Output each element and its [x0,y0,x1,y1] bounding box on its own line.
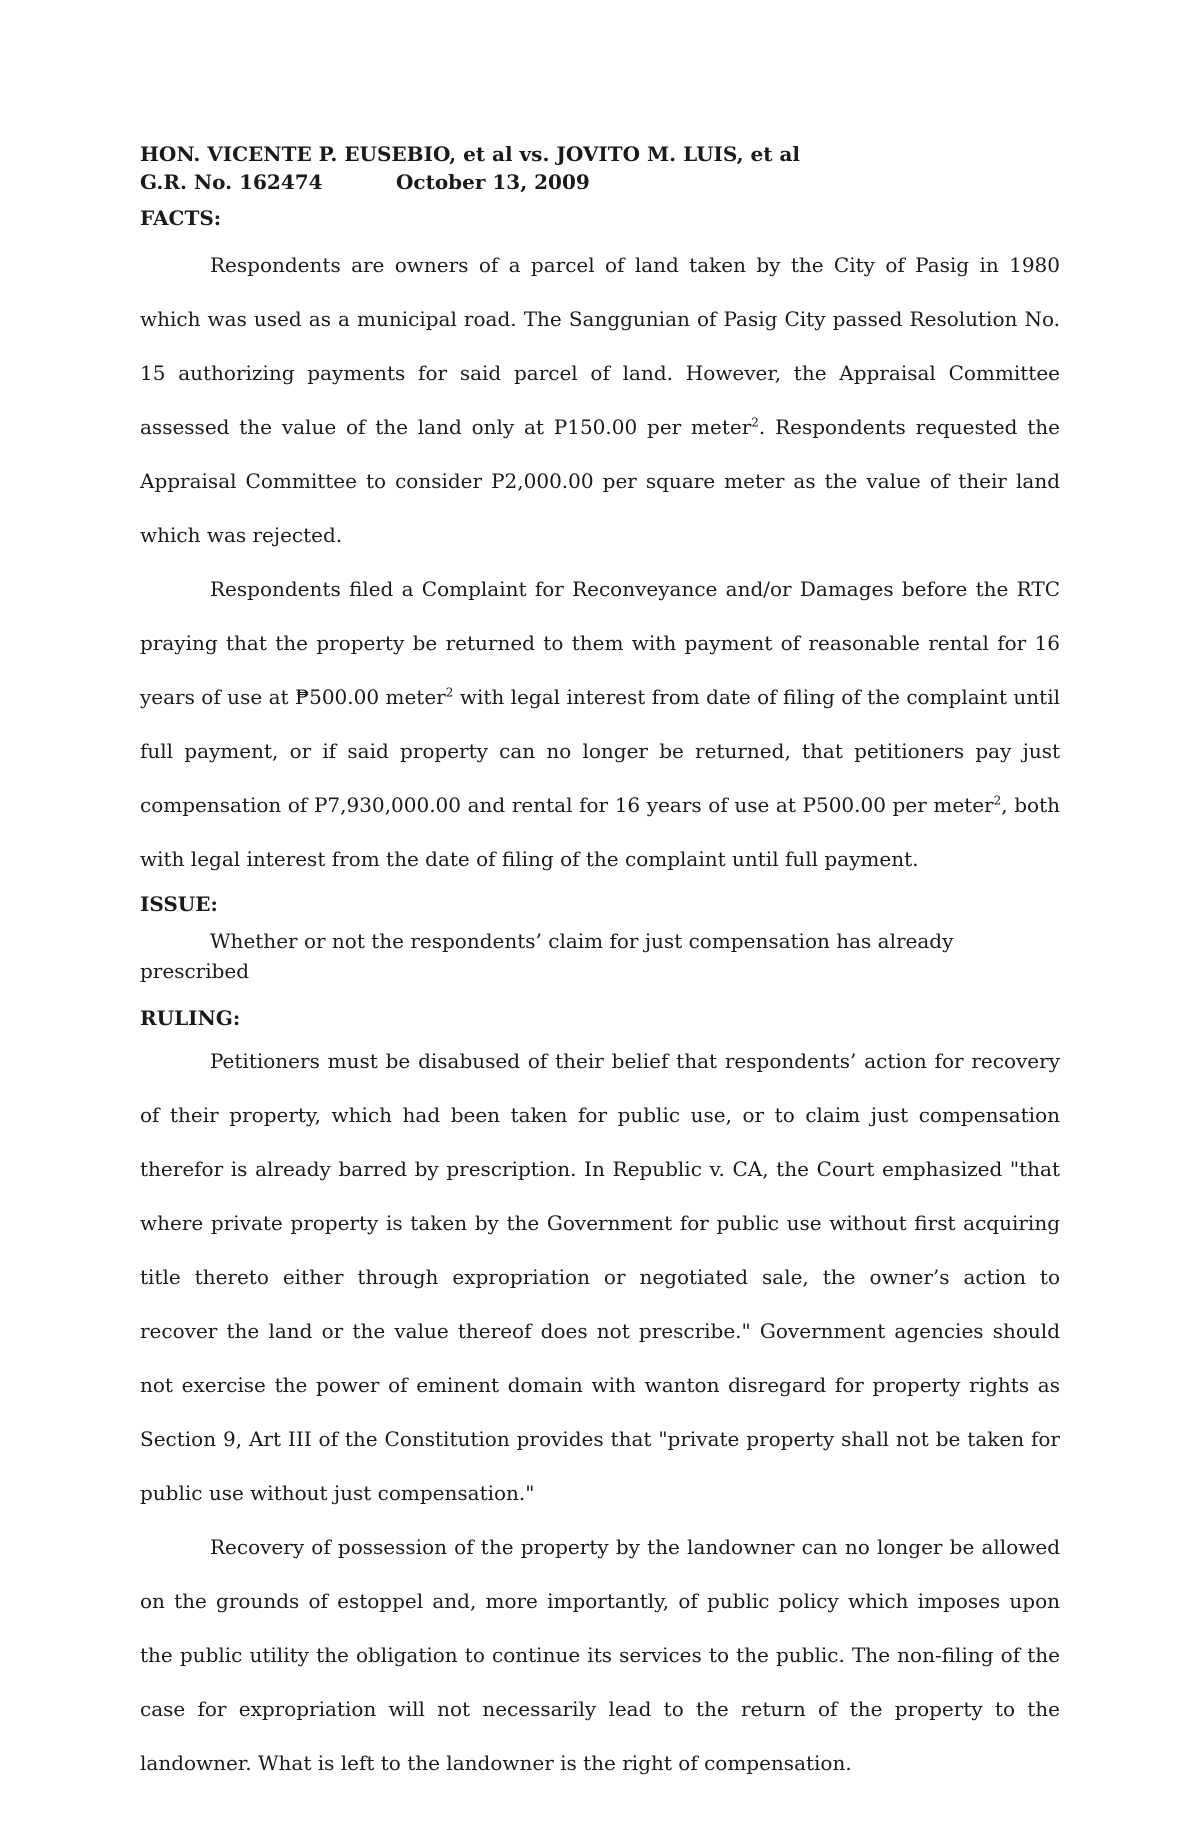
ruling-paragraph-2: Recovery of possession of the property by the landowner can no longer be allowed on the grounds of estoppel and, more importantly, of public policy which imposes upon the public utility the obligation to continue its services to the public. The non-filing of the case for expropriation will not necessarily lead to the return of the property to the landowner. What is left to the landowner is the right of compensation. [140,1535,1060,1775]
ruling-paragraph-1: Petitioners must be disabused of their belief that respondents’ action for recovery of their property, which had been taken for public use, or to claim just compensation therefor is already barred by prescription. In Republic v. CA, the Court emphasized "that where private property is taken by the Government for public use without first acquiring title thereto either through expropriation or negotiated sale, the owner’s action to recover the land or the value thereof does not prescribe." Government agencies should not exercise the power of eminent domain with wanton disregard for property rights as Section 9, Art III of the Constitution provides that "private property shall not be taken for public use without just compensation." [140,1049,1060,1505]
decision-date: October 13, 2009 [396,170,590,194]
case-title: HON. VICENTE P. EUSEBIO, et al vs. JOVITO M. LUIS, et al [140,142,801,166]
issue-text: Whether or not the respondents’ claim for just compensation has already prescribed [140,929,954,983]
issue-heading: ISSUE: [140,892,218,916]
facts-heading: FACTS: [140,206,222,230]
facts-paragraph-1: Respondents are owners of a parcel of land taken by the City of Pasig in 1980 which was used as a municipal road. The Sanggunian of Pasig City passed Resolution No. 15 authorizing payments for said parcel of land. However, the Appraisal Committee assessed the value of the land only at P150.00 per meter$^2$. Respondents requested the Appraisal Committee to consider P2,000.00 per square meter as the value of their land which was rejected. [140,253,1060,547]
ruling-heading: RULING: [140,1006,241,1030]
case-reference-line [140,168,1060,196]
document-page [140,140,1060,1790]
facts-paragraph-2: Respondents filed a Complaint for Reconveyance and/or Damages before the RTC praying that the property be returned to them with payment of reasonable rental for 16 years of use at ₱500.00 meter$^2$ with legal interest from date of filing of the complaint until full payment, or if said property can no longer be returned, that petitioners pay just compensation of P7,930,000.00 and rental for 16 years of use at P500.00 per meter$^2$, both with legal interest from the date of filing of the complaint until full payment. [140,577,1061,871]
gr-number: G.R. No. 162474 [140,170,323,194]
